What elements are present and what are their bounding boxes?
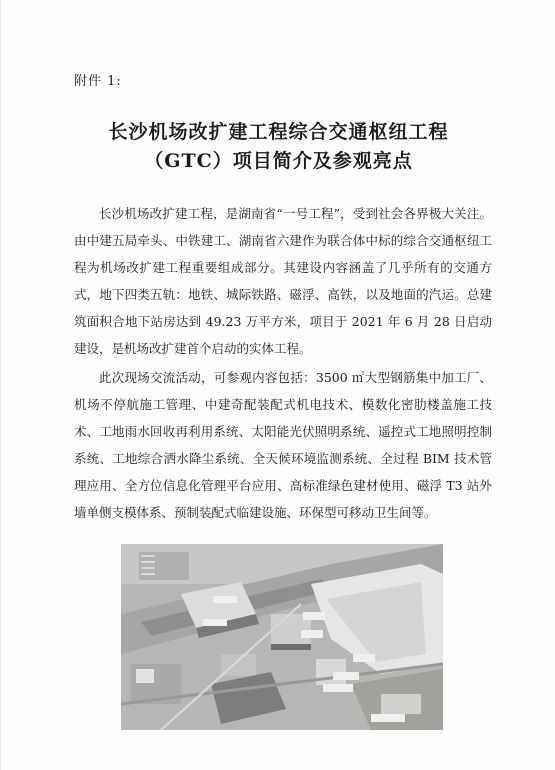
aerial-site-photo [121, 544, 443, 730]
attachment-label: 附件 1: [74, 74, 122, 89]
paragraph-highlights: 此次现场交流活动，可参观内容包括：3500 ㎡大型钢筋集中加工厂、机场不停航施工管理、中建奇配装配式机电技术、模数化密肋楼盖施工技术、工地雨水回收再利用系统、太阳能光伏照明系统、遥控式工地照明控制系统、工地综合洒水降尘系统、全天候环境监测系统、全过程 BIM 技术管理应用、全方位信息化管理平台应用、高标准绿色建材使用、磁浮 T3 站外墙单侧支模体系、预制装配式临建设施、环保型可移动卫生间等。 [74, 370, 492, 520]
title-line-1: 长沙机场改扩建工程综合交通枢纽工程 [108, 121, 449, 143]
aerial-site-drawing [121, 544, 443, 730]
document-title [1, 118, 555, 176]
document-body [74, 200, 492, 528]
title-line-2: （GTC）项目简介及参观亮点 [144, 150, 413, 172]
paragraph-intro: 长沙机场改扩建工程，是湖南省“一号工程”，受到社会各界极大关注。由中建五局牵头、中铁建工、湖南省六建作为联合体中标的综合交通枢纽工程为机场改扩建工程重要组成部分。其建设内容涵盖了几乎所有的交通方式，地下四类五轨：地铁、城际铁路、磁浮、高铁，以及地面的汽运。总建筑面积合地下站房达到 49.23 万平方米，项目于 2021 年 6 月 28 日启动建设，是机场改扩建首个启动的实体工程。 [74, 206, 492, 356]
